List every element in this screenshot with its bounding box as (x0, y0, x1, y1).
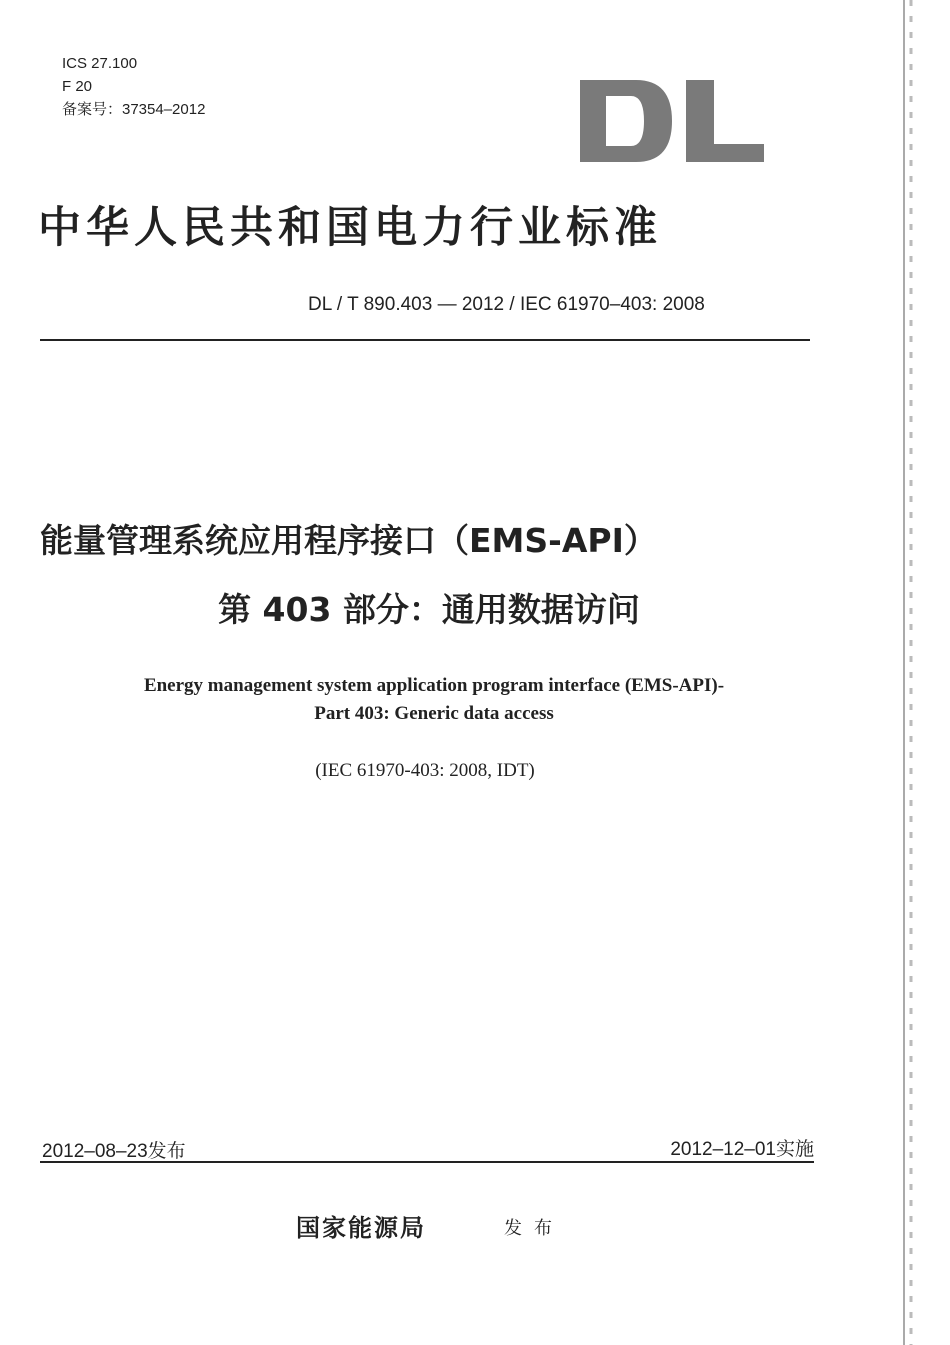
english-title (0, 672, 868, 728)
standard-number: DL / T 890.403 — 2012 / IEC 61970–403: 2008 (308, 294, 705, 315)
page-edge-binding (902, 0, 916, 1345)
publish-label: 发布 (504, 1218, 564, 1239)
english-title-line-1: Energy management system application program interface (EMS-API)- (143, 675, 725, 696)
logo-letter-d (580, 80, 672, 162)
logo-letter-l (686, 80, 764, 162)
classification-code: F 20 (62, 78, 93, 95)
chinese-title-line-2: 第 403 部分：通用数据访问 (218, 590, 640, 629)
header-divider (40, 339, 810, 341)
dl-logo (576, 78, 766, 164)
implementation-date: 2012–12–01实施 (670, 1139, 814, 1160)
ics-code: ICS 27.100 (62, 55, 138, 72)
classification-block (62, 52, 205, 121)
english-title-line-2: Part 403: Generic data access (314, 703, 554, 724)
issue-date: 2012–08–23发布 (42, 1141, 186, 1162)
chinese-title-line-1: 能量管理系统应用程序接口（EMS-API） (40, 521, 657, 560)
publisher-name: 国家能源局 (296, 1213, 426, 1242)
footer-divider (40, 1161, 814, 1163)
standard-category-title: 中华人民共和国电力行业标准 (38, 203, 662, 253)
equivalence-note: (IEC 61970-403: 2008, IDT) (315, 760, 535, 781)
filing-number: 备案号：37354–2012 (62, 101, 206, 118)
